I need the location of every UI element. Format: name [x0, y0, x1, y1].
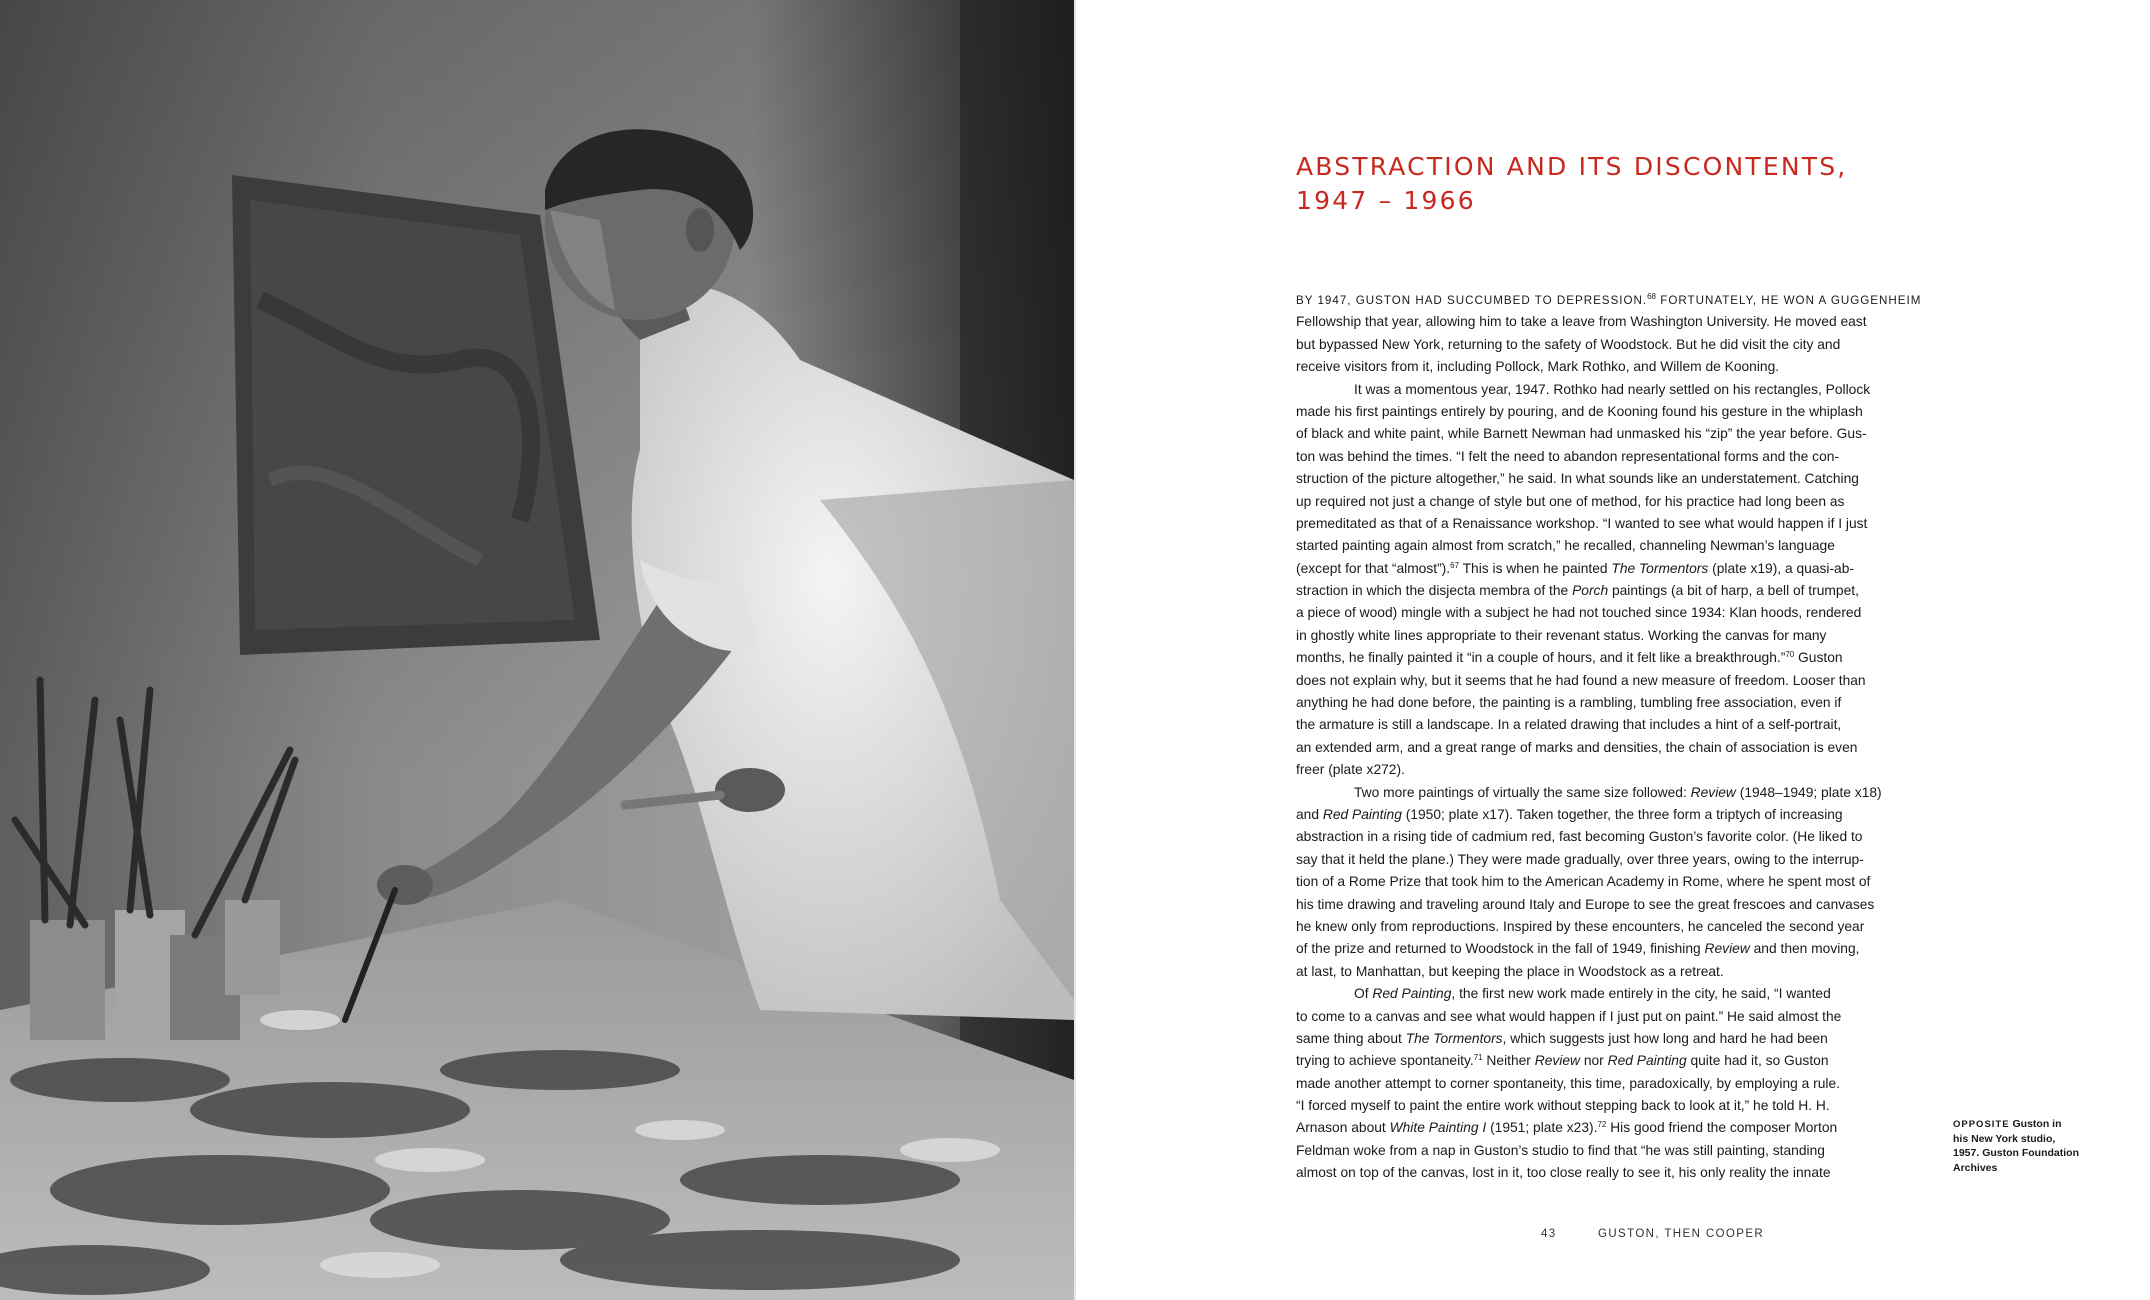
photo-image [0, 0, 1074, 1300]
text-line: a piece of wood) mingle with a subject he had not touched since 1934: Klan hoods, rendered [1296, 605, 1862, 621]
text-run: This is when he painted [1459, 560, 1612, 576]
text-run: (except for that “almost”). [1296, 560, 1451, 576]
text-run: and then moving, [1749, 941, 1860, 957]
text-line [1296, 804, 1908, 826]
text-line: abstraction in a rising tide of cadmium red, fast becoming Guston’s favorite color. (He liked to [1296, 829, 1863, 845]
text-line: to come to a canvas and see what would happen if I just put on paint.” He said almost the [1296, 1008, 1842, 1024]
text-line [1296, 938, 1908, 960]
text-run: months, he finally painted it “in a couple of hours, and it felt like a breakthrough.” [1296, 650, 1786, 666]
text-line [1296, 1050, 1908, 1072]
text-run: of the prize and returned to Woodstock in the fall of 1949, finishing [1296, 941, 1705, 957]
text-run: (1950; plate x17). Taken together, the three form a triptych of increasing [1401, 806, 1843, 822]
text-line: started painting again almost from scratch,” he recalled, channeling Newman’s language [1296, 538, 1835, 554]
text-line: at last, to Manhattan, but keeping the place in Woodstock as a retreat. [1296, 963, 1724, 979]
text-line [1296, 580, 1908, 602]
text-run: Of [1354, 986, 1373, 1002]
text-run: , which suggests just how long and hard he had been [1502, 1030, 1828, 1046]
chapter-title [1296, 150, 1856, 218]
text-line: made another attempt to corner spontaneity, this time, paradoxically, by employing a rule. [1296, 1075, 1840, 1091]
text-line [1296, 647, 1908, 669]
text-run: trying to achieve spontaneity. [1296, 1053, 1474, 1069]
page-number: 43 [1541, 1228, 1557, 1240]
footnote-ref: 71 [1473, 1053, 1483, 1063]
text-line: he knew only from reproductions. Inspired by these encounters, he canceled the second year [1296, 918, 1865, 934]
text-line: of black and white paint, while Barnett Newman had unmasked his “zip” the year before. Gus- [1296, 426, 1867, 442]
text-run: His good friend the composer Morton [1606, 1120, 1838, 1136]
artwork-title: Red Painting [1607, 1053, 1687, 1069]
artwork-title: Review [1704, 941, 1750, 957]
text-line [1296, 782, 1908, 804]
text-line: Feldman woke from a nap in Guston’s studio to find that “he was still painting, standing [1296, 1142, 1825, 1158]
text-run: , the first new work made entirely in the city, he said, “I wanted [1451, 986, 1831, 1002]
artwork-title: Red Painting [1372, 986, 1452, 1002]
text-run: Arnason about [1296, 1120, 1390, 1136]
text-run: Neither [1482, 1053, 1535, 1069]
text-line: say that it held the plane.) They were made gradually, over three years, owing to the interrup- [1296, 851, 1864, 867]
text-line: receive visitors from it, including Pollock, Mark Rothko, and Willem de Kooning. [1296, 359, 1780, 375]
text-line: the armature is still a landscape. In a related drawing that includes a hint of a self-portrait, [1296, 717, 1842, 733]
text-line [1296, 289, 1922, 311]
text-run: (plate x19), a quasi-ab- [1708, 560, 1854, 576]
footnote-ref: 72 [1597, 1120, 1607, 1130]
text-line: does not explain why, but it seems that he had found a new measure of freedom. Looser than [1296, 672, 1866, 688]
text-run: (1951; plate x23). [1486, 1120, 1598, 1136]
artwork-title: The Tormentors [1405, 1030, 1503, 1046]
text-run: straction in which the disjecta membra of the [1296, 583, 1573, 599]
text-line: premeditated as that of a Renaissance workshop. “I wanted to see what would happen if I just [1296, 515, 1868, 531]
caption-label: OPPOSITE [1953, 1119, 2010, 1130]
text-line [1296, 983, 1908, 1005]
footnote-ref: 68 [1647, 292, 1657, 301]
caption-text: Guston in [2009, 1118, 2062, 1130]
artwork-title: Red Painting [1322, 806, 1402, 822]
text-line [1296, 558, 1908, 580]
running-head: GUSTON, THEN COOPER [1598, 1228, 1765, 1240]
text-run: nor [1580, 1053, 1608, 1069]
artwork-title: Review [1690, 784, 1736, 800]
footnote-ref: 67 [1450, 560, 1460, 570]
text-run: same thing about [1296, 1030, 1406, 1046]
text-line: made his first paintings entirely by pouring, and de Kooning found his gesture in the whiplash [1296, 403, 1863, 419]
text-run: Guston [1794, 650, 1843, 666]
text-line [1296, 1028, 1908, 1050]
small-caps-opening: BY 1947, GUSTON HAD SUCCUMBED TO DEPRESSION. [1296, 294, 1648, 307]
caption-line: Archives [1953, 1161, 1998, 1174]
text-run: Two more paintings of virtually the same size followed: [1354, 784, 1691, 800]
text-line [1296, 1117, 1908, 1139]
artwork-title: The Tormentors [1611, 560, 1709, 576]
text-line: struction of the picture altogether,” he said. In what sounds like an understatement. Catching [1296, 471, 1859, 487]
text-line: ton was behind the times. “I felt the need to abandon representational forms and the con- [1296, 448, 1840, 464]
text-line: his time drawing and traveling around Italy and Europe to see the great frescoes and canvases [1296, 896, 1875, 912]
text-run: quite had it, so Guston [1686, 1053, 1829, 1069]
text-line: but bypassed New York, returning to the safety of Woodstock. But he did visit the city and [1296, 336, 1841, 352]
artwork-title: Review [1534, 1053, 1580, 1069]
text-line: up required not just a change of style but one of method, for his practice had long been as [1296, 493, 1845, 509]
text-line: Fellowship that year, allowing him to take a leave from Washington University. He moved east [1296, 314, 1867, 330]
studio-photograph [0, 0, 1074, 1300]
text-line: freer (plate x272). [1296, 762, 1405, 778]
text-line: It was a momentous year, 1947. Rothko had nearly settled on his rectangles, Pollock [1354, 381, 1871, 397]
photo-caption [1953, 1117, 2103, 1175]
text-line: anything he had done before, the painting is a rambling, tumbling free association, even if [1296, 695, 1842, 711]
caption-line: 1957. Guston Foundation [1953, 1147, 2080, 1160]
page-gutter [1074, 0, 1076, 1300]
text-line: almost on top of the canvas, lost in it, too close really to see it, his only reality the innate [1296, 1165, 1831, 1181]
caption-line: his New York studio, [1953, 1133, 2056, 1146]
text-line: “I forced myself to paint the entire work without stepping back to look at it,” he told H. H. [1296, 1098, 1830, 1114]
text-run: paintings (a bit of harp, a bell of trumpet, [1608, 583, 1859, 599]
body-text [1296, 289, 1922, 1185]
text-run: (1948–1949; plate x18) [1735, 784, 1882, 800]
small-caps-opening: FORTUNATELY, HE WON A GUGGENHEIM [1656, 294, 1922, 307]
chapter-title-line-1: ABSTRACTION AND ITS DISCONTENTS, [1296, 152, 1848, 181]
text-run: and [1296, 806, 1323, 822]
text-line: in ghostly white lines appropriate to their revenant status. Working the canvas for many [1296, 627, 1827, 643]
artwork-title: Porch [1572, 583, 1609, 599]
caption-line [1953, 1117, 2103, 1132]
chapter-title-line-2: 1947 – 1966 [1296, 186, 1476, 215]
text-line: tion of a Rome Prize that took him to the American Academy in Rome, where he spent most of [1296, 874, 1871, 890]
text-line: an extended arm, and a great range of marks and densities, the chain of association is even [1296, 739, 1858, 755]
footnote-ref: 70 [1785, 650, 1795, 660]
artwork-title: White Painting I [1389, 1120, 1487, 1136]
